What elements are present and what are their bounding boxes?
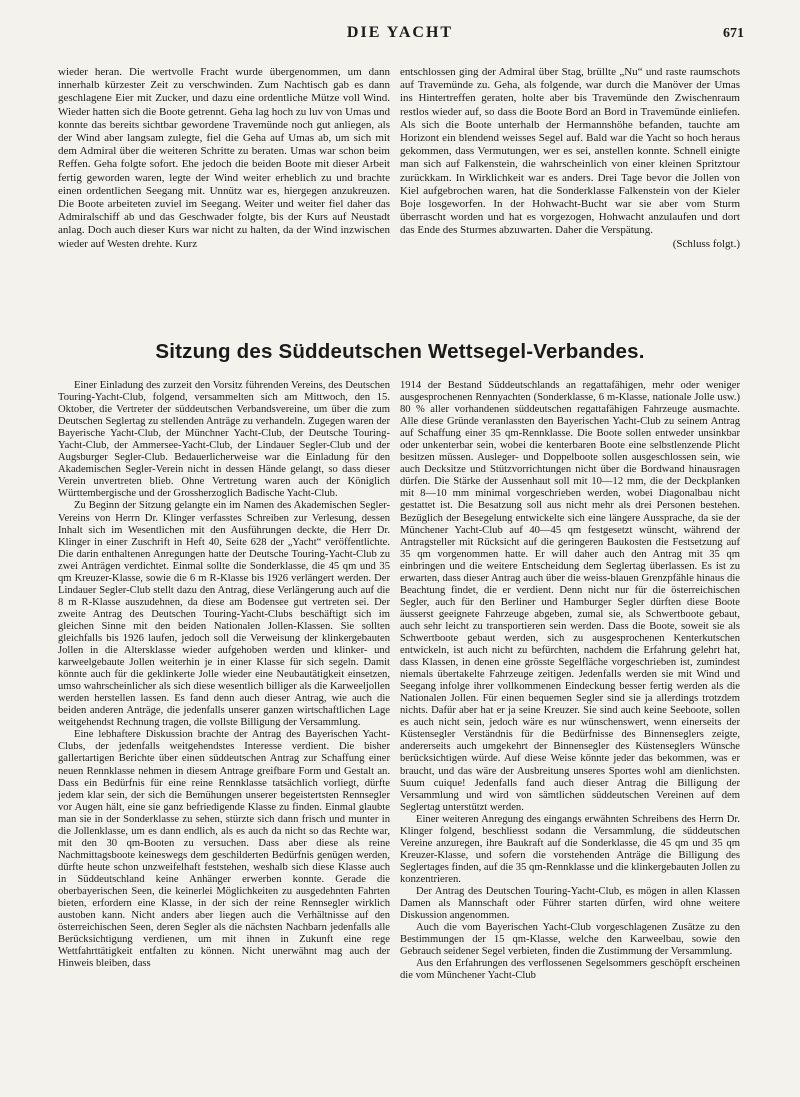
- article1-right-column: [400, 66, 740, 251]
- article2-right-column: [400, 380, 740, 982]
- article2-left-paragraph: Zu Beginn der Sitzung gelangte ein im Namen des Akademischen Segler-Vereins von Herrn Dr. Klinger verfasstes Schreiben zur Verlesung, dessen Inhalt sich im Wesentlichen mit den Ausführungen deckte, die Herr Dr. Klinger in einer Zuschrift in Heft 40, Seite 628 der „Yacht“ veröffentlichte. Die darin enthaltenen Anregungen hatte der Deutsche Touring-Yacht-Club zu zwei Anträgen verdichtet. Einmal sollte die Sonderklasse, die 45 qm und 35 qm Kreuzer-Klasse, sowie die 6 m R-Klasse bis 1926 verlängert werden. Der Lindauer Segler-Club stellt dazu den Antrag, diese Verlängerung auch auf die 8 m R-Klasse auszudehnen, da diese am Bodensee gut vertreten sei. Der zweite Antrag des Deutschen Touring-Yacht-Clubs beschäftigt sich im gleichen Sinne mit den beiden Nationalen Jollen-Klassen. Sie sollten gleichfalls bis 1926 laufen, jedoch soll die Verweisung der klinkergebauten Jollen in die Altersklasse wieder aufgehoben werden und klinker- und karweelgebaute Jollen weiterhin je in einer Klasse für sich segeln. Damit könnte auch für die geklinkerte Jolle wieder eine Neubautätigkeit einsetzen, umso wahrscheinlicher als sich diese wesentlich billiger als die Karweeljollen werden herstellen lassen. Es fand denn auch dieser Antrag, wie auch die beiden anderen Anträge, die jedenfalls unserer ganzen wirtschaftlichen Lage weitgehendst Rechnung tragen, die vollste Billigung der Versammlung.: [58, 500, 390, 729]
- article2-right-paragraph: Der Antrag des Deutschen Touring-Yacht-Club, es mögen in allen Klassen Damen als Mannschaft oder Führer starten dürfen, wird ohne weitere Diskussion angenommen.: [400, 885, 740, 922]
- running-header-title: DIE YACHT: [346, 24, 454, 41]
- article2-right-paragraph: 1914 der Bestand Süddeutschlands an regattafähigen, mehr oder weniger ausgesprochenen Rennyachten (Sonderklasse, 6 m-Klasse, nationale Jolle usw.) 80 % aller vorhandenen süddeutschen regattafähigen Fahrzeuge ausmachte. Alle diese Gründe veranlassten den Bayerischen Yacht-Club zu seinem Antrag auf Schaffung einer 35 qm-Rennklasse. Die Boote sollen entweder unsinkbar oder unkenterbar sein, wobei die kenterbaren Boote eine selbstlenzende Plicht besitzen müssen. Ausleger- und Doppelboote sollen ausgeschlossen sein, wie auch Decksitze und Stützvorrichtungen nicht über die Bordwand hinausragen dürfen. Die Stärke der Aussenhaut soll mit 10—12 mm, die der Deckplanken mit 8—10 mm minimal vorgeschrieben werden, wobei Diagonalbau nicht gestattet ist. Die Besatzung soll aus nicht mehr als drei Personen bestehen. Bezüglich der Besegelung entwickelte sich eine längere Aussprache, da sie der Münchener Yacht-Club auf 40—45 qm festgesetzt wünscht, während der Antragsteller mit Rücksicht auf die geringeren Baukosten die Festsetzung auf 35 qm vorgenommen hatte. Er will daher auch den Antrag mit 35 qm einbringen und die weitere Entscheidung dem Seglertag überlassen. Es ist zu erwarten, dass dieser Antrag auch über die weiss-blauen Grenzpfähle hinaus die Beachtung findet, die er verdient. Denn nicht nur für die österreichischen Segler, auch für den Berliner und Hamburger Segler dürften diese Boote äusserst geeignete Fahrzeuge abgeben, zumal sie, als Schwertboote gebaut, auch sehr leicht zu transportieren sein werden. Dass die Boote, soweit sie als Schwertboote gebaut werden, sich zu ausgesprochenen Kenterkutschen entwickeln, ist auch nicht zu befürchten, nachdem die Erfahrung gelehrt hat, dass Klassen, in denen eine grösste Segelfläche vorgeschrieben ist, zumindest niemals übertakelte Fahrzeuge zeitigen. Jedenfalls werden sie mit Wind und Seegang infolge ihrer vollkommenen Eindeckung besser fertig werden als die Nationalen Jollen. Für einen bequemen Segler sind sie ja allerdings trotzdem nichts. Dafür aber hat er ja seine Kreuzer. Sie sind auch keine Seeboote, sollen es auch nicht sein, jedoch wäre es nur wünschenswert, wenn einerseits der Küstensegler Verständnis für die Bedürfnisse des Binnenseglers zeigte, andererseits auch umgekehrt der Binnensegler des Küstenseglers Wünsche berücksichtigen würde. Auf diese Weise könnte jeder das bekommen, was er braucht, und das wäre der Ausbreitung unseres Sportes wohl am dienlichsten. Suum cuique! Jedenfalls fand auch dieser Antrag die Billigung der Versammlung und wird von sämtlichen süddeutschen Vereinen auf dem Seglertag unterstützt werden.: [400, 380, 740, 813]
- article2-right-paragraph: Aus den Erfahrungen des verflossenen Segelsommers geschöpft erscheinen die vom Münchener Yacht-Club: [400, 958, 740, 982]
- article2-headline: Sitzung des Süddeutschen Wettsegel-Verbandes.: [155, 340, 645, 363]
- article2-left-paragraph: Eine lebhaftere Diskussion brachte der Antrag des Bayerischen Yacht-Clubs, der jedenfalls weitgehendstes Interesse verdient. Die bisher gallertartigen Berichte über einen süddeutschen Antrag zur Schaffung einer neuen Rennklasse nehmen in diesem Antrage greifbare Form und Gestalt an. Dass ein Bedürfnis für eine reine Rennklasse tatsächlich vorliegt, dürfte jedem klar sein, der sich die Bemühungen unserer begeistertsten Rennsegler vor Augen hält, eine sie ganz befriedigende Klasse zu finden. Einmal glaubte man sie in der Sonderklasse zu sehen, stürzte sich dann frisch und munter in die Jollenklasse, um es dann endlich, als es auch da nicht so das Rechte war, mit den 30 qm-Booten zu versuchen. Dass aber diese als reine Nachmittagsboote keineswegs dem geschilderten Bedürfnis genügen werden, dürfte heute schon unzweifelhaft feststehen, weshalb sich diese Klasse auch in Süddeutschland keine Anhänger erwerben konnte. Gerade die oberbayerischen Seen, die keinerlei Möglichkeiten zu ausgedehnten Fahrten bieten, erfordern eine Klasse, in der sich der reine Rennsegler wirklich austoben kann. Nicht anders aber liegen auch die Verhältnisse auf den österreichischen Seen, deren Segler als die nächsten Nachbarn jedenfalls alle Berücksichtigung verdienen, um mit ihnen in Zukunft eine rege Wettfahrttätigkeit entfalten zu können. Nicht unerwähnt mag auch der Hinweis bleiben, dass: [58, 729, 390, 970]
- article2-left-column: [58, 380, 390, 970]
- article2-left-paragraph: Einer Einladung des zurzeit den Vorsitz führenden Vereins, des Deutschen Touring-Yacht-Club, folgend, versammelten sich am Mittwoch, den 15. Oktober, die Vertreter der süddeutschen Verbandsvereine, um über die zum Deutschen Seglertag zu stellenden Anträge zu verhandeln. Zugegen waren der Bayerische Yacht-Club, der Münchner Yacht-Club, der Deutsche Touring-Yacht-Club, der Ammersee-Yacht-Club, der Lindauer Segler-Club und der Augsburger Segler-Club. Bedauerlicherweise war die Einladung für den Akademischen Segler-Verein nicht in dessen Hände gelangt, so dass dieser Verein unvertreten blieb. Ohne Vertretung waren auch der Königlich Württembergische und der Grossherzoglich Badische Yacht-Club.: [58, 380, 390, 500]
- article1-signature: (Schluss folgt.): [672, 237, 740, 250]
- article1-left-column: [58, 66, 390, 251]
- article2-right-paragraph: Auch die vom Bayerischen Yacht-Club vorgeschlagenen Zusätze zu den Bestimmungen der 15 qm-Klasse, welche den Karweelbau, sowie den Gebrauch seidener Segel verbieten, finden die Zustimmung der Versammlung.: [400, 922, 740, 958]
- article1-right-text: entschlossen ging der Admiral über Stag, brüllte „Nu“ und raste raumschots auf Travemünde zu. Geha, als folgende, war durch die Manöver der Umas ins Hintertreffen geraten, holte aber bis Travemünde den Zwischenraum restlos wieder auf, so dass die Boote Bord an Bord in Travemünde einliefen. Als sich die Boote unterhalb der Hermannshöhe befanden, tauchte am Horizont ein blendend weisses Segel auf. Bald war die Yacht so hoch heraus gekommen, dass Vermutungen, wer es sei, anstellen konnte. Schnell einigte man sich auf Falkenstein, die wahrscheinlich von einer kleinen Spritztour zurückkam. In Wirklichkeit war es anders. Drei Tage bevor die Jollen von Kiel aufgebrochen waren, hat die Sonderklasse Falkenstein von der Kieler Boje losgeworfen. In der Hohwacht-Bucht war sie aber vom Sturm überrascht worden und hat es vorgezogen, Hohwacht anzulaufen und dort das Ende des Sturmes abzuwarten. Daher die Verspätung.: [400, 66, 740, 237]
- page-number: 671: [723, 26, 744, 41]
- article2-right-paragraph: Einer weiteren Anregung des eingangs erwähnten Schreibens des Herrn Dr. Klinger folgend, beschliesst sodann die Versammlung, die süddeutschen Vereine anzuregen, ihre Baukraft auf die Sonderklasse, die 45 qm und 35 qm Kreuzer-Klasse, und sofern die vorstehenden Anträge die Billigung des Seglertages finden, auf die 35 qm-Rennklasse und die klinkergebauten Jollen zu konzentrieren.: [400, 813, 740, 885]
- article1-left-text: wieder heran. Die wertvolle Fracht wurde übergenommen, um dann innerhalb kürzester Zeit zu verschwinden. Zum Nachtisch gab es dann geschlagene Eier mit Zucker, und dazu eine ordentliche Mütze voll Wind. Wieder hatten sich die Boote getrennt. Geha lag hoch zu luv von Umas und konnte das bereits sichtbar gewordene Travemünde noch gut anliegen, als der Wind aber langsam zulegte, fiel die Geha auf Umas ab, um sich mit dem Admiral über die weiteren Schritte zu beraten. Umas war schon beim Reffen. Geha folgte sofort. Ehe jedoch die beiden Boote mit dieser Arbeit fertig geworden waren, legte der Wind weiter erheblich zu und brachte einen ordentlichen Seegang mit. Unnütz war es, hiergegen anzukreuzen. Die Boote arbeiteten zuviel im Seegang. Weiter und weiter fiel daher das Admiralschiff ab und das Geschwader folgte, bis der Kurs auf Neustadt anlag. Doch auch dieser Kurs war nicht zu halten, da der Wind inzwischen wieder auf Westen drehte. Kurz: [58, 66, 390, 250]
